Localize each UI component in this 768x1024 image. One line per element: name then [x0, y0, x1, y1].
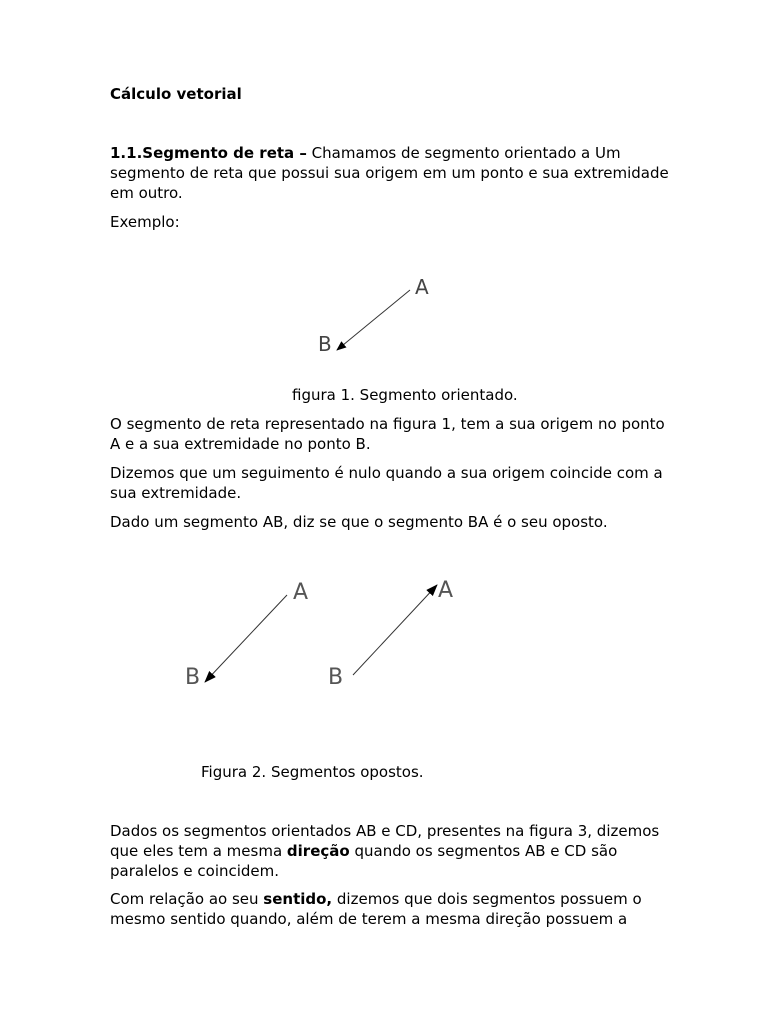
section-1-1-text: Chamamos de segmento orientado a Um segmento de reta que possui sua origem em um ponto e sua extremidade em outro.	[110, 144, 669, 202]
figure-1-segment-arrow	[337, 290, 410, 350]
paragraph-direction-text-1: Dados os segmentos orientados AB e CD, presentes na figura 3, dizemos que eles tem a mesma	[110, 822, 660, 860]
sense-term: sentido,	[263, 890, 333, 908]
section-1-1-paragraph	[110, 143, 670, 203]
figure-2-right-label-b: B	[328, 665, 344, 690]
section-1-1-heading: 1.1.Segmento de reta –	[110, 144, 307, 162]
direction-term: direção	[286, 842, 350, 860]
document-title: Cálculo vetorial	[110, 85, 242, 103]
figure-2-left-segment-arrow	[205, 595, 287, 682]
paragraph-sense-text-2: dizemos que dois segmentos possuem o mesmo sentido quando, além de terem a mesma direção possuem a	[110, 890, 642, 928]
paragraph-direction	[110, 821, 670, 881]
figure-1	[300, 250, 460, 365]
figure-2	[175, 555, 510, 720]
paragraph-direction-text-2: quando os segmentos AB e CD são paralelos e coincidem.	[110, 842, 618, 880]
paragraph-opposite-segment: Dado um segmento AB, diz se que o segmento BA é o seu oposto.	[110, 513, 608, 531]
paragraph-figure-1-description: O segmento de reta representado na figura 1, tem a sua origem no ponto A e a sua extremidade no ponto B.	[110, 415, 665, 453]
figure-1-caption: figura 1. Segmento orientado.	[292, 386, 518, 404]
figure-2-right-segment-arrow	[353, 585, 437, 675]
figure-2-right-label-a: A	[438, 578, 454, 603]
figure-1-label-a: A	[415, 275, 429, 299]
figure-2-left-label-a: A	[293, 580, 309, 605]
figure-2-left-label-b: B	[185, 665, 201, 690]
figure-1-label-b: B	[318, 332, 332, 356]
example-label: Exemplo:	[110, 213, 180, 231]
paragraph-sense-text-1: Com relação ao seu	[110, 890, 264, 908]
paragraph-null-segment: Dizemos que um seguimento é nulo quando a sua origem coincide com a sua extremidade.	[110, 464, 663, 502]
paragraph-sense	[110, 889, 670, 929]
figure-2-caption: Figura 2. Segmentos opostos.	[201, 763, 424, 781]
